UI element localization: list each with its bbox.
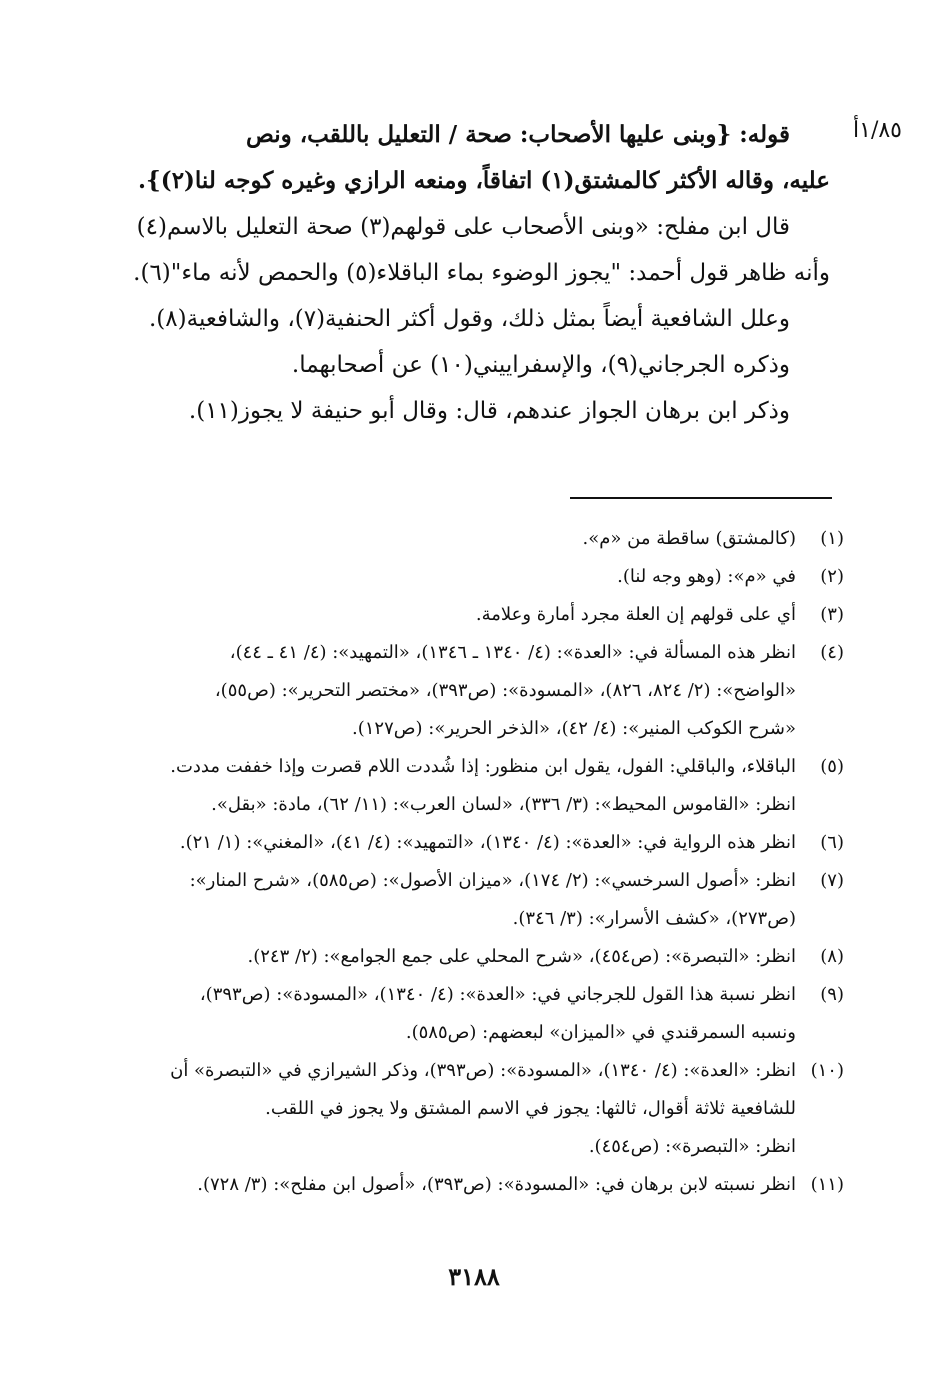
main-text-line: وعلل الشافعية أيضاً بمثل ذلك، وقول أكثر الحنفية(٧)، والشافعية(٨). <box>148 306 790 332</box>
main-text-line: وأنه ظاهر قول أحمد: "يجوز الوضوء بماء الباقلاء(٥) والحمص لأنه ماء"(٦). <box>133 260 830 286</box>
footnote-number: (٧) <box>820 870 844 891</box>
footnote <box>128 824 844 862</box>
footnote <box>128 1052 844 1166</box>
footnote-line: انظر نسبته لابن برهان في: «المسودة»: (ص٣٩٣)، «أصول ابن مفلح»: (٣/ ٧٢٨). <box>197 1174 796 1195</box>
footnote-line: انظر هذه المسألة في: «العدة»: (٤/ ١٣٤٠ ـ ١٣٤٦)، «التمهيد»: (٤/ ٤١ ـ ٤٤)، <box>229 642 796 663</box>
footnote-body <box>128 1052 796 1166</box>
main-text-line: وذكره الجرجاني(٩)، والإسفراييني(١٠) عن أصحابهما. <box>291 352 790 378</box>
footnote-line: انظر: «أصول السرخسي»: (٢/ ١٧٤)، «ميزان الأصول»: (ص٥٨٥)، «شرح المنار»: <box>189 870 796 891</box>
page-number: ٣١٨٨ <box>448 1262 500 1291</box>
footnote <box>128 938 844 976</box>
footnote-line: «شرح الكوكب المنير»: (٤/ ٤٢)، «الذخر الحرير»: (ص١٢٧). <box>352 718 796 739</box>
footnote-number: (٦) <box>820 832 844 853</box>
footnote-body <box>128 938 796 976</box>
manuscript-folio-ref: ۱/۸٥أ <box>853 118 902 143</box>
footnote-number: (٣) <box>820 604 844 625</box>
main-text <box>130 112 830 434</box>
footnote-body <box>128 558 796 596</box>
footnote-number: (١١) <box>810 1174 844 1195</box>
footnote-line: (ص٢٧٣)، «كشف الأسرار»: (٣/ ٣٤٦). <box>512 908 796 929</box>
footnote-body <box>128 1166 796 1204</box>
footnote-line: انظر: «العدة»: (٤/ ١٣٤٠)، «المسودة»: (ص٣٩٣)، وذكر الشيرازي في «التبصرة» أن <box>170 1060 796 1081</box>
footnote <box>128 634 844 748</box>
footnote <box>128 862 844 938</box>
footnote <box>128 1166 844 1204</box>
footnote-line: أي على قولهم إن العلة مجرد أمارة وعلامة. <box>475 604 796 625</box>
footnote-number: (٢) <box>820 566 844 587</box>
footnote-line: في «م»: (وهو وجه لنا). <box>617 566 796 587</box>
main-text-line: وذكر ابن برهان الجواز عندهم، قال: وقال أبو حنيفة لا يجوز(١١). <box>188 398 790 424</box>
footnotes <box>128 520 844 1204</box>
footnote-line: انظر: «التبصرة»: (ص٤٥٤). <box>588 1136 796 1157</box>
footnote-line: (كالمشتق) ساقطة من «م». <box>582 528 796 549</box>
footnote-number: (١) <box>820 528 844 549</box>
footnote-body <box>128 634 796 748</box>
footnote-body <box>128 976 796 1052</box>
footnote-line: للشافعية ثلاثة أقوال، ثالثها: يجوز في الاسم المشتق ولا يجوز في اللقب. <box>265 1098 796 1119</box>
footnote <box>128 596 844 634</box>
main-text-line: قوله: {وبنى عليها الأصحاب: صحة / التعليل باللقب، ونص <box>246 121 790 148</box>
footnote-line: الباقلاء، والباقلي: الفول، يقول ابن منظور: إذا شُددت اللام قصرت وإذا خففت مددت. <box>170 756 796 777</box>
footnote-body <box>128 824 796 862</box>
footnote <box>128 976 844 1052</box>
footnote-number: (٩) <box>820 984 844 1005</box>
footnote-body <box>128 520 796 558</box>
footnote-line: انظر: «التبصرة»: (ص٤٥٤)، «شرح المحلي على جمع الجوامع»: (٢/ ٢٤٣). <box>247 946 796 967</box>
footnote-line: «الواضح»: (٢/ ٨٢٤، ٨٢٦)، «المسودة»: (ص٣٩٣)، «مختصر التحرير»: (ص٥٥)، <box>214 680 796 701</box>
footnote-number: (٤) <box>820 642 844 663</box>
footnote-body <box>128 748 796 824</box>
footnote-line: ونسبه السمرقندي في «الميزان» لبعضهم: (ص٥٨٥). <box>405 1022 796 1043</box>
footnote-body <box>128 596 796 634</box>
main-text-line: عليه، وقاله الأكثر كالمشتق(١) اتفاقاً، ومنعه الرازي وغيره كوجه لنا(٢)}. <box>138 167 830 194</box>
footnote <box>128 748 844 824</box>
footnote-line: انظر: «القاموس المحيط»: (٣/ ٣٣٦)، «لسان العرب»: (١١/ ٦٢)، مادة: «بقل». <box>211 794 796 815</box>
footnote-number: (١٠) <box>810 1060 844 1081</box>
footnote <box>128 558 844 596</box>
footnote-line: انظر نسبة هذا القول للجرجاني في: «العدة»: (٤/ ١٣٤٠)، «المسودة»: (ص٣٩٣)، <box>199 984 796 1005</box>
footnote-line: انظر هذه الرواية في: «العدة»: (٤/ ١٣٤٠)، «التمهيد»: (٤/ ٤١)، «المغني»: (١/ ٢١). <box>179 832 796 853</box>
footnote-number: (٥) <box>820 756 844 777</box>
main-text-line: قال ابن مفلح: «وبنى الأصحاب على قولهم(٣) صحة التعليل بالاسم(٤) <box>136 214 790 240</box>
footnote-divider <box>570 497 832 499</box>
footnote <box>128 520 844 558</box>
footnote-body <box>128 862 796 938</box>
footnote-number: (٨) <box>820 946 844 967</box>
